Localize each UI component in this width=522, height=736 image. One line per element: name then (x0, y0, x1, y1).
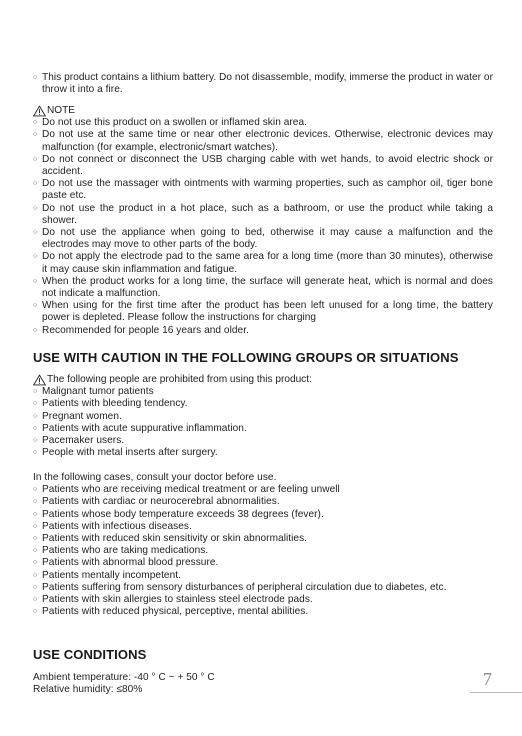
list-item-text: Patients whose body temperature exceeds 38 degrees (fever). (42, 508, 324, 520)
list-item-text: Pregnant women. (42, 410, 122, 422)
list-item-text: Patients with infectious diseases. (42, 520, 192, 532)
list-item (33, 582, 493, 594)
list-item (33, 129, 493, 153)
bullet-circle-icon: ○ (33, 302, 38, 310)
list-item (33, 447, 493, 459)
list-item-text: Patients with cardiac or neurocerebral abnormalities. (42, 496, 280, 508)
list-item-text: When using for the first time after the product has been left unused for a long time, the battery power is depleted. Please follow the instructions for charging (42, 300, 493, 324)
bullet-circle-icon: ○ (33, 326, 38, 334)
list-item-text: Do not apply the electrode pad to the same area for a long time (more than 30 minutes), otherwise it may cause skin inflammation and fatigue. (42, 251, 493, 275)
humidity-text: Relative humidity: ≤80% (33, 684, 143, 696)
list-item-text: Malignant tumor patients (42, 386, 154, 398)
list-item (33, 203, 493, 227)
bullet-circle-icon: ○ (33, 424, 38, 432)
bullet-circle-icon: ○ (33, 400, 38, 408)
list-item (33, 435, 493, 447)
list-item (33, 154, 493, 178)
list-item-text: Do not use the massager with ointments with warming properties, such as camphor oil, tiger bone paste etc. (42, 178, 493, 202)
bullet-circle-icon: ○ (33, 253, 38, 261)
list-item (33, 251, 493, 275)
list-item-text: People with metal inserts after surgery. (42, 447, 218, 459)
list-item (33, 276, 493, 300)
list-item-text: Do not use the appliance when going to bed, otherwise it may cause a malfunction and the electrodes may move to other parts of the body. (42, 227, 493, 251)
list-item (33, 557, 493, 569)
list-item (33, 300, 493, 324)
footer-rule (470, 692, 522, 693)
list-item (33, 594, 493, 606)
bullet-circle-icon: ○ (33, 277, 38, 285)
list-item (33, 606, 493, 618)
bullet-circle-icon: ○ (33, 74, 38, 81)
list-item-text: Patients with bleeding tendency. (42, 398, 188, 410)
list-item-text: Patients mentally incompetent. (42, 569, 181, 581)
list-item-text: When the product works for a long time, the surface will generate heat, which is normal and does not indicate a malfunction. (42, 275, 493, 300)
list-item-text: Patients with reduced physical, perceptive, mental abilities. (42, 606, 309, 618)
prohibited-intro-text: The following people are prohibited from using this product: (47, 374, 312, 385)
consult-section (33, 472, 493, 618)
bullet-circle-icon: ○ (33, 437, 38, 445)
bullet-circle-icon: ○ (33, 119, 38, 127)
bullet-circle-icon: ○ (33, 204, 38, 212)
list-item-text: Patients with abnormal blood pressure. (42, 557, 219, 569)
battery-notice-section (33, 72, 493, 96)
bullet-circle-icon: ○ (33, 571, 38, 579)
list-item-text: Do not use the product in a hot place, such as a bathroom, or use the product while taking a shower. (42, 202, 493, 226)
page-number: 7 (483, 669, 492, 689)
list-item-text: Patients with skin allergies to stainless steel electrode pads. (42, 594, 313, 606)
list-item (33, 386, 493, 398)
caution-heading: USE WITH CAUTION IN THE FOLLOWING GROUPS OR SITUATIONS (33, 350, 459, 365)
bullet-circle-icon: ○ (33, 559, 38, 567)
warning-triangle-icon (33, 374, 46, 386)
bullet-circle-icon: ○ (33, 449, 38, 457)
prohibited-section (33, 374, 493, 459)
bullet-circle-icon: ○ (33, 547, 38, 555)
note-title-text: NOTE (47, 105, 76, 116)
list-item (33, 398, 493, 410)
list-item (33, 325, 493, 337)
bullet-circle-icon: ○ (33, 388, 38, 396)
bullet-circle-icon: ○ (33, 498, 38, 506)
bullet-circle-icon: ○ (33, 180, 38, 188)
list-item (33, 570, 493, 582)
list-item-text: Patients who are receiving medical treatment or are feeling unwell (42, 484, 340, 496)
bullet-circle-icon: ○ (33, 155, 38, 163)
prohibited-list (33, 386, 493, 459)
list-item-text: Patients with acute suppurative inflammation. (42, 422, 247, 434)
list-item-text: Recommended for people 16 years and older. (42, 324, 249, 336)
bullet-circle-icon: ○ (33, 535, 38, 543)
prohibited-intro (33, 374, 493, 386)
list-item-text: Patients who are taking medications. (42, 545, 209, 557)
list-item (33, 484, 493, 496)
list-item (33, 72, 493, 96)
bullet-circle-icon: ○ (33, 131, 38, 139)
bullet-circle-icon: ○ (33, 596, 38, 604)
list-item-text: Do not connect or disconnect the USB charging cable with wet hands, to avoid electric shock or accident. (42, 153, 493, 178)
list-item (33, 545, 493, 557)
list-item-text: Patients suffering from sensory disturbances of peripheral circulation due to diabetes, etc. (42, 581, 447, 593)
consult-intro: In the following cases, consult your doctor before use. (33, 472, 277, 483)
battery-notice-text: This product contains a lithium battery. Do not disassemble, modify, immerse the product in water or throw it into a fire. (42, 72, 493, 96)
bullet-circle-icon: ○ (33, 229, 38, 237)
conditions-heading: USE CONDITIONS (33, 647, 147, 662)
temperature-text: Ambient temperature: -40 ° C ~ + 50 ° C (33, 672, 215, 683)
list-item-text: Do not use at the same time or near other electronic devices. Otherwise, electronic devices may malfunction (for example, electronic/smart watches). (42, 129, 493, 153)
list-item (33, 227, 493, 251)
list-item (33, 117, 493, 129)
conditions-section (33, 672, 493, 696)
list-item (33, 423, 493, 435)
note-title (33, 105, 493, 117)
bullet-circle-icon: ○ (33, 412, 38, 420)
list-item-text: Pacemaker users. (42, 435, 125, 447)
list-item-text: Patients with reduced skin sensitivity or skin abnormalities. (42, 533, 308, 545)
warning-triangle-icon (33, 105, 46, 117)
list-item (33, 411, 493, 423)
bullet-circle-icon: ○ (33, 510, 38, 518)
bullet-circle-icon: ○ (33, 608, 38, 616)
bullet-circle-icon: ○ (33, 522, 38, 530)
bullet-circle-icon: ○ (33, 583, 38, 591)
list-item (33, 509, 493, 521)
list-item (33, 178, 493, 202)
note-list (33, 117, 493, 337)
note-section (33, 105, 493, 337)
list-item (33, 521, 493, 533)
list-item-text: Do not use this product on a swollen or inflamed skin area. (42, 117, 307, 129)
consult-list (33, 484, 493, 618)
bullet-circle-icon: ○ (33, 486, 38, 494)
list-item (33, 533, 493, 545)
list-item (33, 496, 493, 508)
